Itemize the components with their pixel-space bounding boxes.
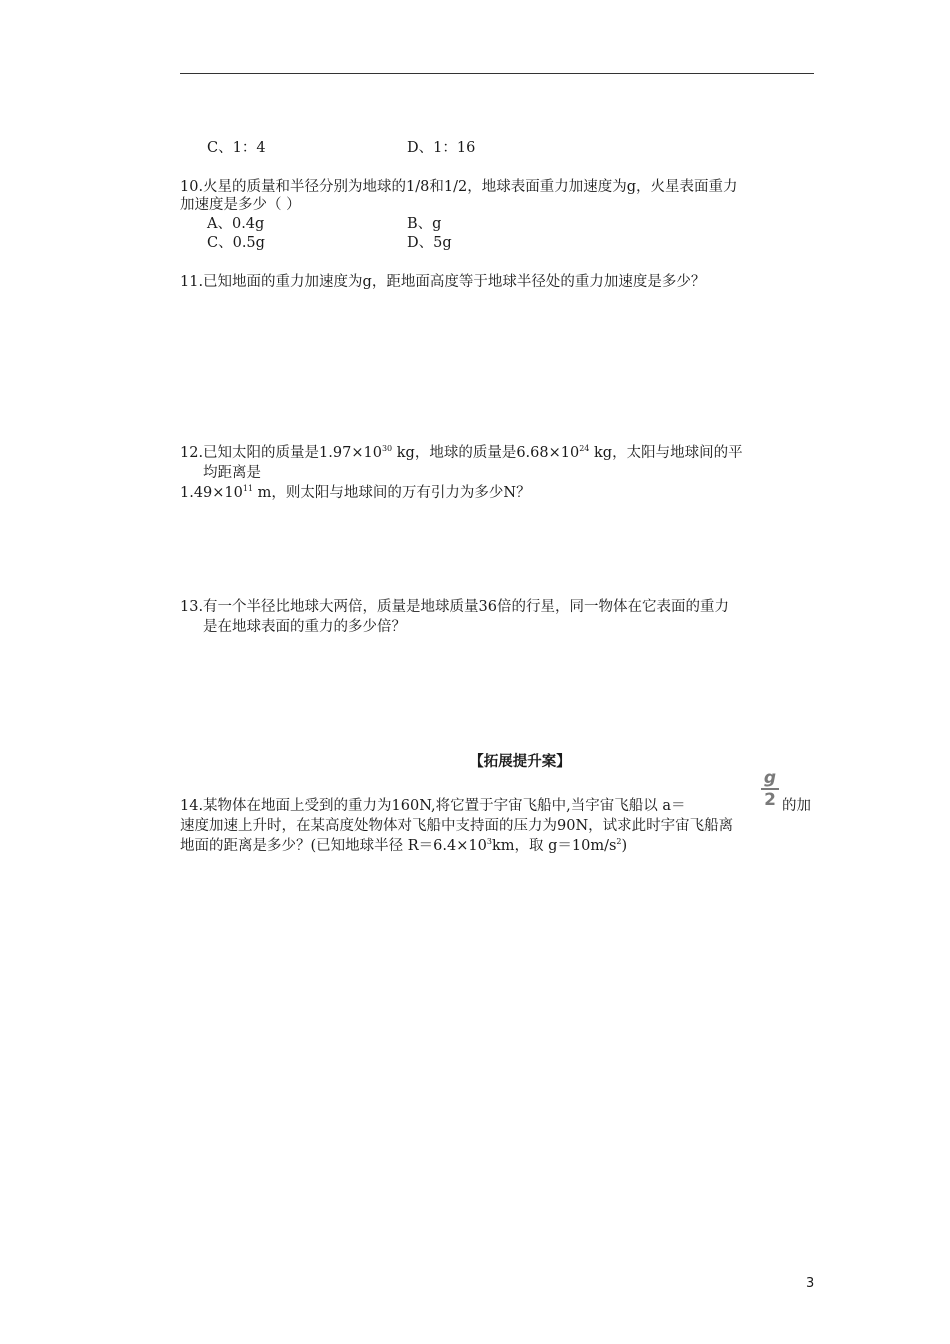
- q12-line1: 12.已知太阳的质量是$1.97\times 10^{30}$ kg，地球的质量是$6.68\times 10^{24}$ kg，太阳与地球间的平: [180, 444, 743, 461]
- q14-line2: 速度加速上升时，在某高度处物体对飞船中支持面的压力为90N，试求此时宇宙飞船离: [180, 818, 734, 834]
- header-rule: [180, 73, 814, 74]
- q9-option-d: D、1：16: [407, 140, 476, 156]
- q10-line1: 10.火星的质量和半径分别为地球的1/8和1/2，地球表面重力加速度为g，火星表面重力: [180, 179, 738, 195]
- q10-option-a: A、0.4g: [207, 216, 265, 232]
- q14-line3: 地面的距离是多少？(已知地球半径 $R=6.4\times 10^3km$，取 $g=10m/s^2$): [180, 837, 628, 854]
- q10-option-c: C、0.5g: [207, 235, 265, 251]
- q13-line1: 13.有一个半径比地球大两倍，质量是地球质量36倍的行星，同一物体在它表面的重力: [180, 599, 730, 615]
- q10-option-b: B、g: [407, 216, 442, 232]
- q14-line1: 14.某物体在地面上受到的重力为160N,将它置于宇宙飞船中,当宇宙飞船以 a＝: [180, 798, 686, 814]
- q10-line2: 加速度是多少（ ）: [180, 197, 301, 213]
- q10-option-d: D、5g: [407, 235, 452, 251]
- q9-option-c: C、1：4: [207, 140, 266, 156]
- fraction-g-over-2: [760, 769, 780, 809]
- q14-line1-tail: 的加: [782, 798, 811, 814]
- page-number: 3: [806, 1276, 815, 1291]
- q12-line3: $1.49\times 10^{11}$ m，则太阳与地球间的万有引力为多少N？: [180, 484, 531, 501]
- fraction-numerator: g: [763, 768, 777, 788]
- section-title: 【拓展提升案】: [469, 754, 571, 770]
- fraction-denominator: 2: [764, 790, 776, 810]
- q12-line2: 均距离是: [203, 465, 261, 481]
- q11-text: 11.已知地面的重力加速度为g，距地面高度等于地球半径处的重力加速度是多少？: [180, 274, 706, 290]
- q13-line2: 是在地球表面的重力的多少倍？: [203, 619, 406, 635]
